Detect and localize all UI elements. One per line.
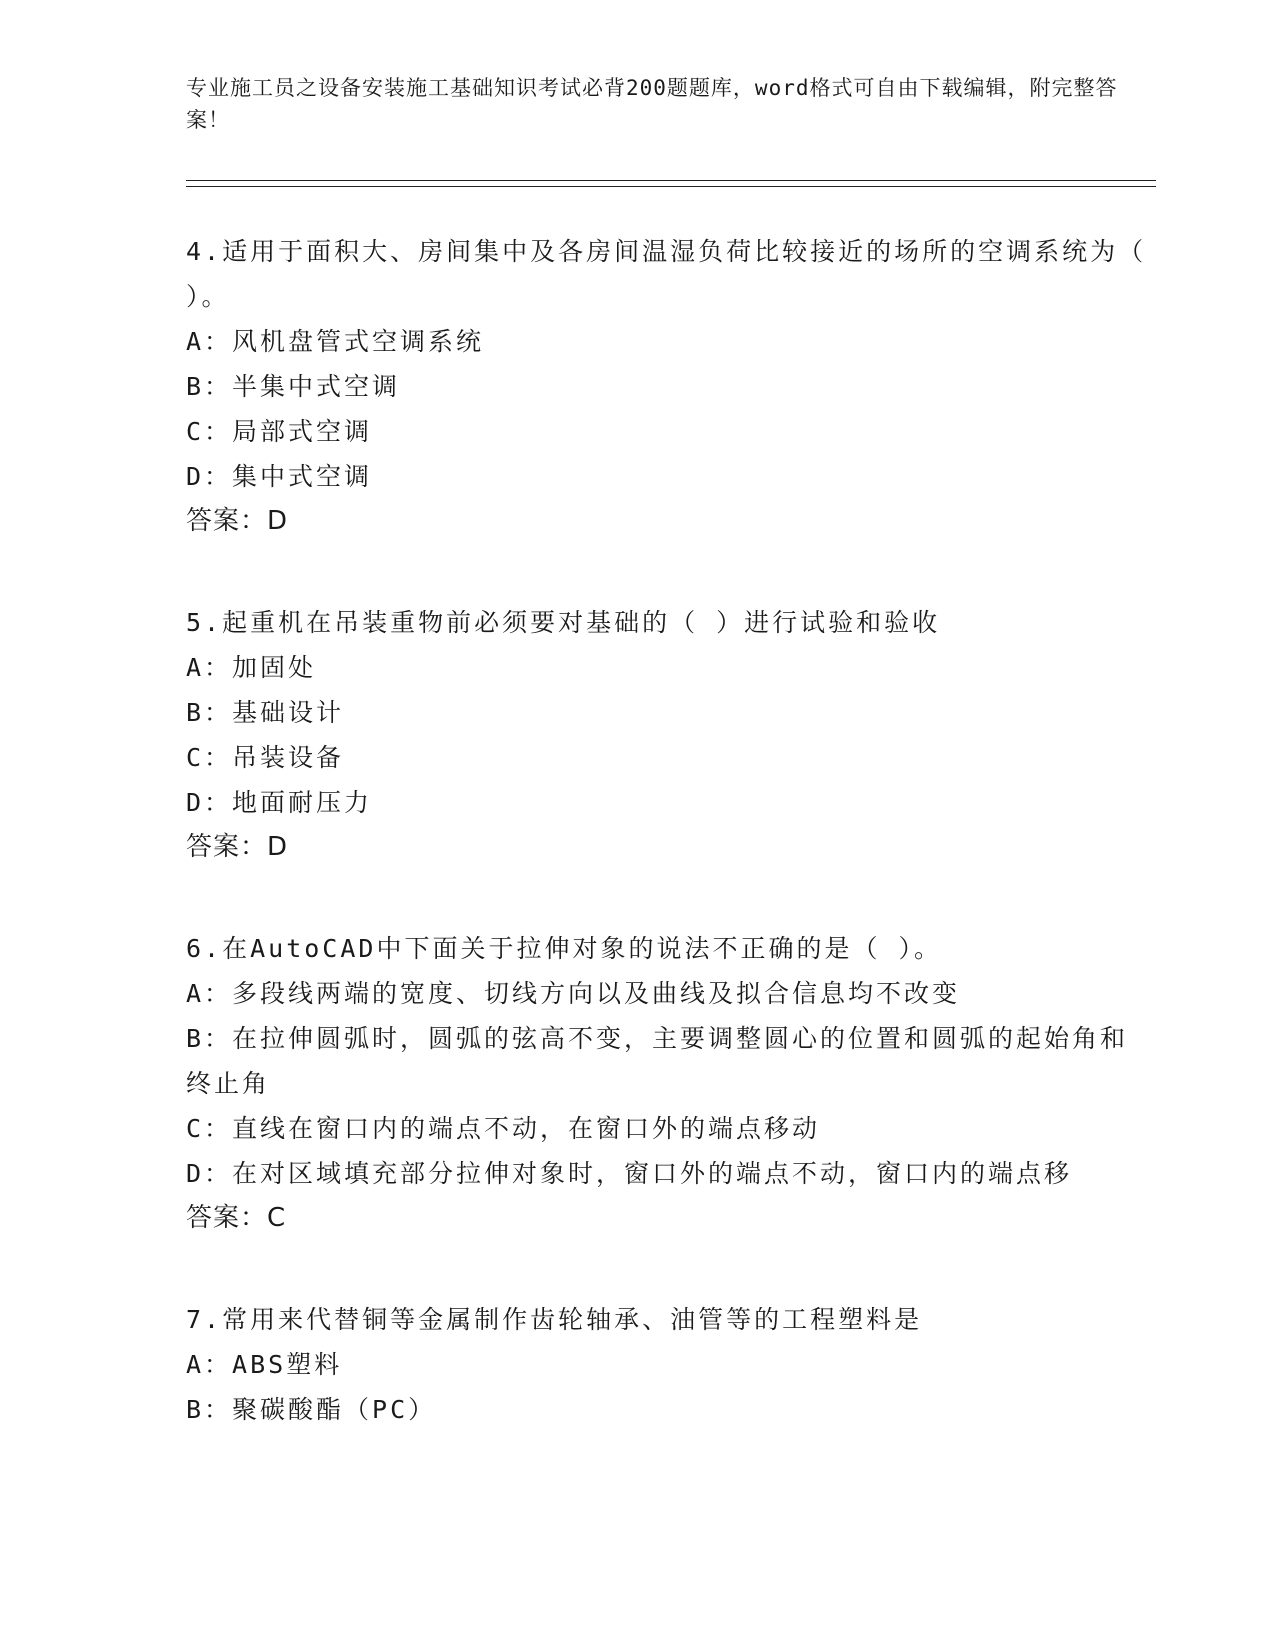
question-6 [186,926,1156,1241]
document-page [186,72,1156,1432]
option-d: D：集中式空调 [186,462,373,491]
header-double-rule [186,180,1156,187]
document-header: 专业施工员之设备安装施工基础知识考试必背200题题库，word格式可自由下载编辑，附完整答案！ [186,76,1118,132]
option-d: D：在对区域填充部分拉伸对象时，窗口外的端点不动，窗口内的端点移 [186,1159,1073,1188]
option-d: D：地面耐压力 [186,788,373,817]
option-a: A：风机盘管式空调系统 [186,327,485,356]
option-c: C：吊装设备 [186,743,345,772]
option-b: B：聚碳酸酯（PC） [186,1395,437,1424]
question-7 [186,1297,1156,1432]
question-stem: 6.在AutoCAD中下面关于拉伸对象的说法不正确的是（ ）。 [186,934,943,963]
option-c: C：局部式空调 [186,417,373,446]
option-c: C：直线在窗口内的端点不动，在窗口外的端点移动 [186,1114,821,1143]
question-4 [186,229,1156,544]
question-5 [186,600,1156,870]
question-stem: 7.常用来代替铜等金属制作齿轮轴承、油管等的工程塑料是 [186,1305,923,1334]
option-a: A：ABS塑料 [186,1350,343,1379]
answer: 答案：D [186,832,289,862]
option-b: B：半集中式空调 [186,372,401,401]
option-b: B：在拉伸圆弧时，圆弧的弦高不变，主要调整圆心的位置和圆弧的起始角和终止角 [186,1024,1129,1098]
question-stem: 5.起重机在吊装重物前必须要对基础的（ ）进行试验和验收 [186,608,941,637]
option-a: A：多段线两端的宽度、切线方向以及曲线及拟合信息均不改变 [186,979,961,1008]
option-b: B：基础设计 [186,698,345,727]
answer: 答案：D [186,506,289,536]
answer: 答案：C [186,1203,287,1233]
question-stem: 4.适用于面积大、房间集中及各房间温湿负荷比较接近的场所的空调系统为（ ）。 [186,237,1147,311]
option-a: A：加固处 [186,653,317,682]
